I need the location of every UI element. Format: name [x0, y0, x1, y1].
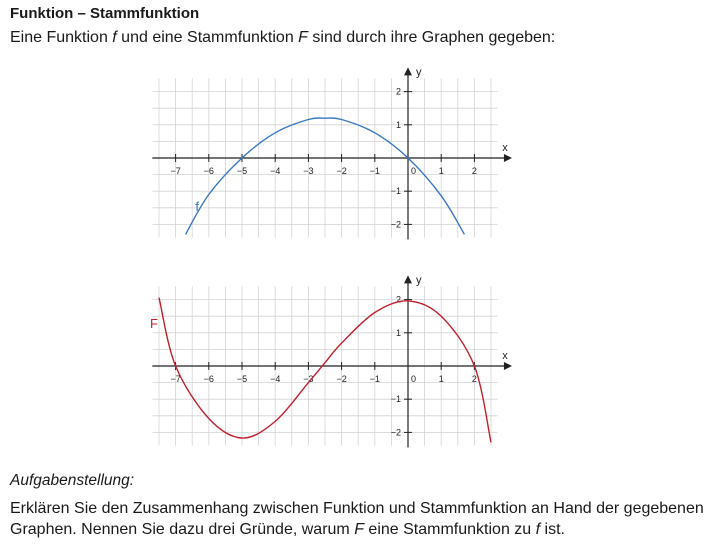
- x-tick-label: 1: [438, 374, 444, 384]
- x-tick-label: 1: [438, 166, 444, 176]
- x-tick-label: −4: [270, 166, 281, 176]
- task-F: F: [354, 521, 364, 538]
- y-tick-label: 1: [395, 119, 401, 130]
- task-part3: ist.: [540, 521, 565, 538]
- x-tick-label: −2: [336, 374, 347, 384]
- y-tick-label: −2: [390, 427, 401, 438]
- x-axis-label: x: [502, 142, 508, 154]
- x-tick-label: −6: [203, 374, 214, 384]
- x-tick-label: −5: [236, 374, 248, 384]
- task-heading: Aufgabenstellung:: [10, 472, 135, 489]
- y-tick-label: −1: [390, 186, 401, 197]
- x-axis-arrow: [504, 154, 512, 162]
- series-label-F: F: [150, 315, 158, 331]
- task-f: f: [535, 521, 541, 538]
- x-tick-label: −7: [170, 166, 181, 176]
- x-tick-label: 2: [471, 374, 477, 384]
- intro-F: F: [298, 29, 308, 46]
- graph-f: [145, 62, 515, 240]
- x-tick-label: −1: [369, 374, 380, 384]
- intro-part1: Eine Funktion: [10, 29, 113, 46]
- intro-part2: und eine Stammfunktion: [116, 29, 299, 46]
- x-tick-label: −3: [303, 166, 314, 176]
- y-axis-label: y: [416, 66, 422, 79]
- y-tick-label: 2: [395, 294, 401, 305]
- x-axis-label: x: [502, 350, 508, 362]
- x-tick-label: 0: [411, 374, 417, 384]
- series-label-f: f: [195, 199, 199, 215]
- x-tick-label: 0: [411, 166, 417, 176]
- intro-text: [10, 29, 555, 47]
- y-axis-arrow: [404, 275, 412, 283]
- x-tick-label: −4: [270, 374, 281, 384]
- x-tick-label: −1: [369, 166, 380, 176]
- y-axis-label: y: [416, 274, 422, 287]
- y-tick-label: 1: [395, 327, 401, 338]
- graph-F: [145, 270, 515, 448]
- task-part1: Erklären Sie den Zusammenhang zwischen Funktion und Stammfunktion an Hand der gegebenen Graphen. Nennen Sie dazu drei Gründe, warum: [10, 500, 704, 538]
- task-text: [10, 498, 718, 540]
- intro-f: f: [112, 29, 117, 46]
- page-title: Funktion – Stammfunktion: [10, 5, 200, 22]
- x-tick-label: −5: [236, 166, 248, 176]
- task-part2: eine Stammfunktion zu: [363, 521, 536, 538]
- x-tick-label: −6: [203, 166, 214, 176]
- x-tick-label: 2: [471, 166, 477, 176]
- intro-part3: sind durch ihre Graphen gegeben:: [307, 29, 556, 46]
- y-axis-arrow: [404, 67, 412, 75]
- y-tick-label: 2: [395, 86, 401, 97]
- x-tick-label: −2: [336, 166, 347, 176]
- x-axis-arrow: [504, 362, 512, 370]
- x-tick-label: −7: [170, 374, 181, 384]
- x-tick-label: −3: [303, 374, 314, 384]
- y-tick-label: −1: [390, 394, 401, 405]
- y-tick-label: −2: [390, 219, 401, 230]
